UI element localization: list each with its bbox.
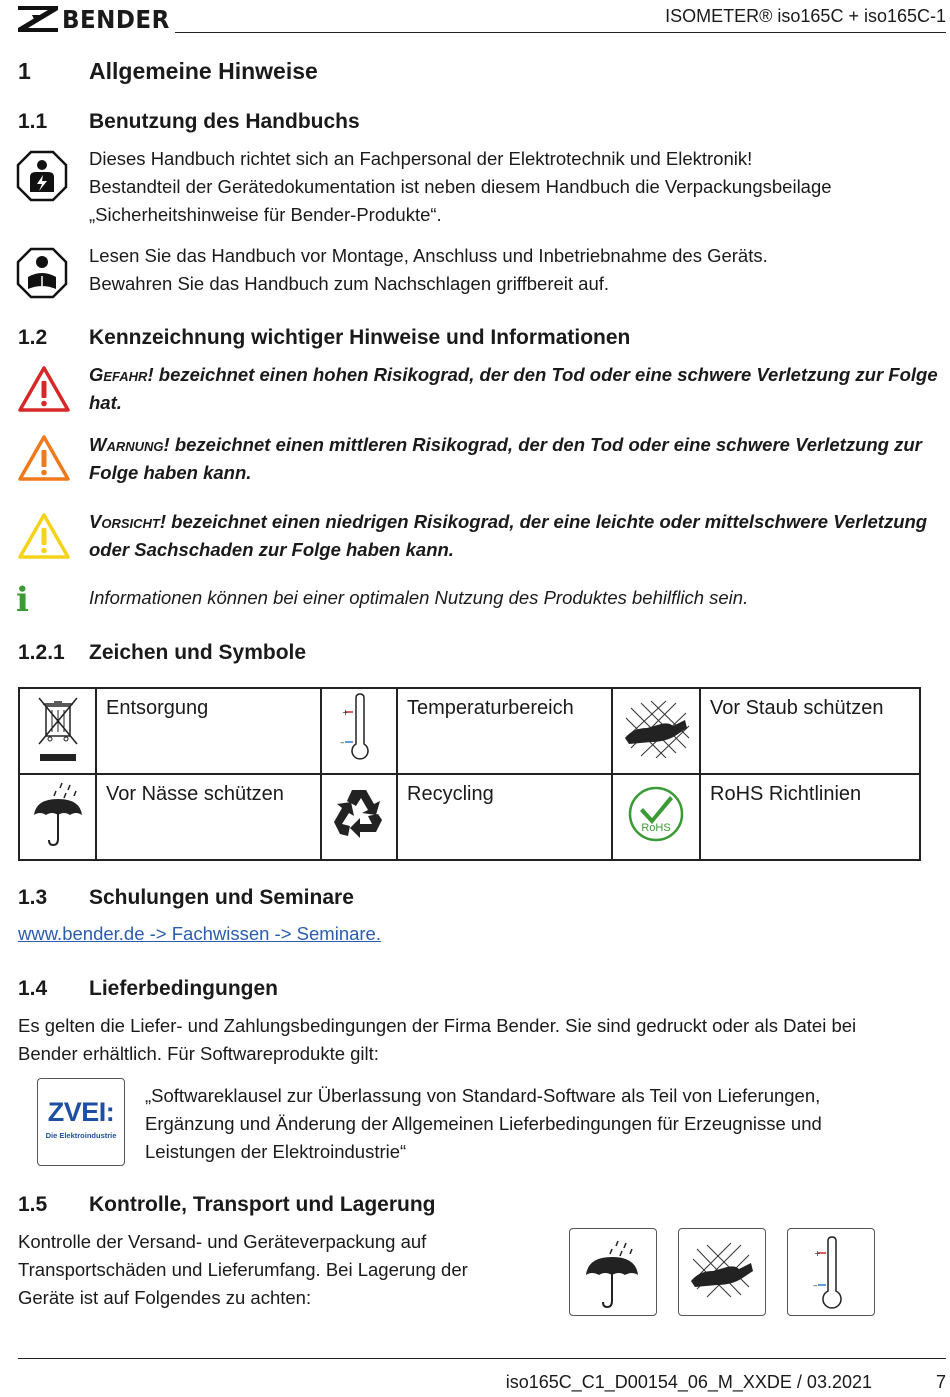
svg-text:+: + — [342, 708, 349, 717]
caution-note — [89, 508, 927, 564]
symbol-cell — [19, 774, 96, 860]
umbrella-rain-icon — [570, 1229, 656, 1315]
text-line: Lesen Sie das Handbuch vor Montage, Anschluss und Inbetriebnahme des Geräts. — [89, 245, 768, 266]
text-line: Es gelten die Liefer- und Zahlungsbedingungen der Firma Bender. Sie sind gedruckt oder als Datei bei — [18, 1015, 857, 1036]
danger-note — [89, 361, 938, 417]
text-line: bezeichnet einen hohen Risikograd, der den Tod oder eine schwere Verletzung zur Folge — [153, 364, 938, 385]
brand-name: BENDER — [62, 4, 170, 34]
text-line: Bewahren Sie das Handbuch zum Nachschlagen griffbereit auf. — [89, 273, 610, 294]
text-line: Dieses Handbuch richtet sich an Fachpersonal der Elektrotechnik und Elektronik! — [89, 148, 753, 169]
s1-1-paragraph-2 — [89, 242, 768, 298]
s1-1-paragraph-1 — [89, 145, 832, 229]
text-line: Kontrolle der Versand- und Geräteverpackung auf — [18, 1231, 427, 1252]
symbol-label: Entsorgung — [96, 688, 321, 774]
text-line: Transportschäden und Lieferumfang. Bei Lagerung der — [18, 1259, 468, 1280]
section-title: Allgemeine Hinweise — [89, 58, 318, 84]
info-icon: i — [16, 580, 29, 620]
symbol-label: Vor Nässe schützen — [96, 774, 321, 860]
rohs-icon-text: RoHS — [641, 822, 671, 834]
text-line: Leistungen der Elektroindustrie“ — [145, 1141, 407, 1162]
section-1-1-heading — [18, 110, 360, 134]
danger-warning-triangle-icon — [17, 365, 71, 413]
recycling-icon — [330, 786, 388, 842]
zvei-logo — [37, 1078, 125, 1166]
symbols-table — [18, 687, 921, 861]
svg-text:–: – — [340, 738, 345, 748]
svg-text:–: – — [813, 1281, 818, 1291]
signal-word-caution: Vorsicht! — [89, 511, 166, 532]
umbrella-rain-icon — [30, 779, 86, 849]
thermometer-icon — [339, 692, 379, 764]
doc-title: ISOMETER® iso165C + iso165C-1 — [665, 6, 946, 26]
section-1-5-heading — [18, 1193, 436, 1217]
warning-note — [89, 431, 922, 487]
table-row — [19, 774, 920, 860]
symbol-label: RoHS Richtlinien — [700, 774, 920, 860]
section-number: 1.1 — [18, 110, 48, 133]
storage-symbol-dust — [678, 1228, 766, 1316]
thermometer-icon — [788, 1229, 874, 1315]
text-line: Bestandteil der Gerätedokumentation ist neben diesem Handbuch die Verpackungsbeilage — [89, 176, 832, 197]
symbol-label: Recycling — [397, 774, 612, 860]
header-rule — [175, 32, 946, 33]
symbol-cell — [19, 688, 96, 774]
page-number: 7 — [935, 1372, 946, 1392]
section-number: 1.4 — [18, 977, 48, 1000]
section-number: 1.2.1 — [18, 641, 65, 664]
dust-protection-icon — [621, 698, 691, 758]
disposal-bin-icon — [33, 692, 83, 764]
section-1-3-heading — [18, 886, 354, 910]
s1-4-paragraph — [18, 1012, 856, 1068]
info-note: Informationen können bei einer optimalen Nutzung des Produktes behilflich sein. — [89, 587, 749, 608]
section-number: 1.5 — [18, 1193, 48, 1216]
zvei-logo-text: ZVEI: — [47, 1097, 115, 1127]
text-line: bezeichnet einen mittleren Risikograd, der den Tod oder eine schwere Verletzung zur — [169, 434, 922, 455]
text-line: Ergänzung und Änderung der Allgemeinen Lieferbedingungen für Erzeugnisse und — [145, 1113, 822, 1134]
section-title: Schulungen und Seminare — [89, 886, 354, 909]
text-line: Geräte ist auf Folgendes zu achten: — [18, 1287, 312, 1308]
read-manual-icon — [16, 247, 68, 299]
seminars-link[interactable]: www.bender.de -> Fachwissen -> Seminare. — [18, 923, 381, 944]
s1-5-paragraph — [18, 1228, 468, 1312]
text-line: Bender erhältlich. Für Softwareprodukte gilt: — [18, 1043, 379, 1064]
section-title: Benutzung des Handbuchs — [89, 110, 360, 133]
rohs-icon — [626, 784, 686, 844]
storage-symbol-temperature — [787, 1228, 875, 1316]
section-title: Kontrolle, Transport und Lagerung — [89, 1193, 436, 1216]
software-clause-quote — [145, 1082, 822, 1166]
section-number: 1.3 — [18, 886, 48, 909]
section-1-heading — [18, 58, 318, 85]
bender-logo — [18, 4, 179, 34]
table-row — [19, 688, 920, 774]
text-line: „Softwareklausel zur Überlassung von Standard-Software als Teil von Lieferungen, — [145, 1085, 821, 1106]
section-title: Kennzeichnung wichtiger Hinweise und Informationen — [89, 326, 631, 349]
storage-symbol-wet — [569, 1228, 657, 1316]
warning-triangle-icon — [17, 434, 71, 482]
footer-doc-id: iso165C_C1_D00154_06_M_XXDE / 03.2021 — [505, 1372, 872, 1392]
section-number: 1.2 — [18, 326, 48, 349]
section-1-2-heading — [18, 326, 630, 350]
section-number: 1 — [18, 58, 31, 84]
symbol-label: Vor Staub schützen — [700, 688, 920, 774]
symbol-cell — [612, 688, 700, 774]
signal-word-danger: Gefahr! — [89, 364, 154, 385]
text-line: bezeichnet einen niedrigen Risikograd, der eine leichte oder mittelschwere Verletzung — [166, 511, 928, 532]
text-line: „Sicherheitshinweise für Bender-Produkte“. — [89, 204, 442, 225]
dust-protection-icon — [679, 1229, 765, 1315]
caution-triangle-icon — [17, 512, 71, 560]
svg-text:+: + — [814, 1249, 821, 1258]
text-line: Folge haben kann. — [89, 462, 252, 483]
section-1-2-1-heading — [18, 641, 306, 665]
qualified-personnel-icon — [16, 150, 68, 202]
bender-logo-icon — [18, 6, 58, 32]
section-1-4-heading — [18, 977, 278, 1001]
symbol-label: Temperaturbereich — [397, 688, 612, 774]
signal-word-warning: Warnung! — [89, 434, 170, 455]
zvei-logo-subtitle: Die Elektroindustrie — [45, 1131, 117, 1140]
footer-rule — [18, 1358, 946, 1359]
text-line: oder Sachschaden zur Folge haben kann. — [89, 539, 454, 560]
section-title: Zeichen und Symbole — [89, 641, 307, 664]
symbol-cell — [321, 774, 397, 860]
text-line: hat. — [89, 392, 122, 413]
symbol-cell — [321, 688, 397, 774]
symbol-cell — [612, 774, 700, 860]
section-title: Lieferbedingungen — [89, 977, 278, 1000]
